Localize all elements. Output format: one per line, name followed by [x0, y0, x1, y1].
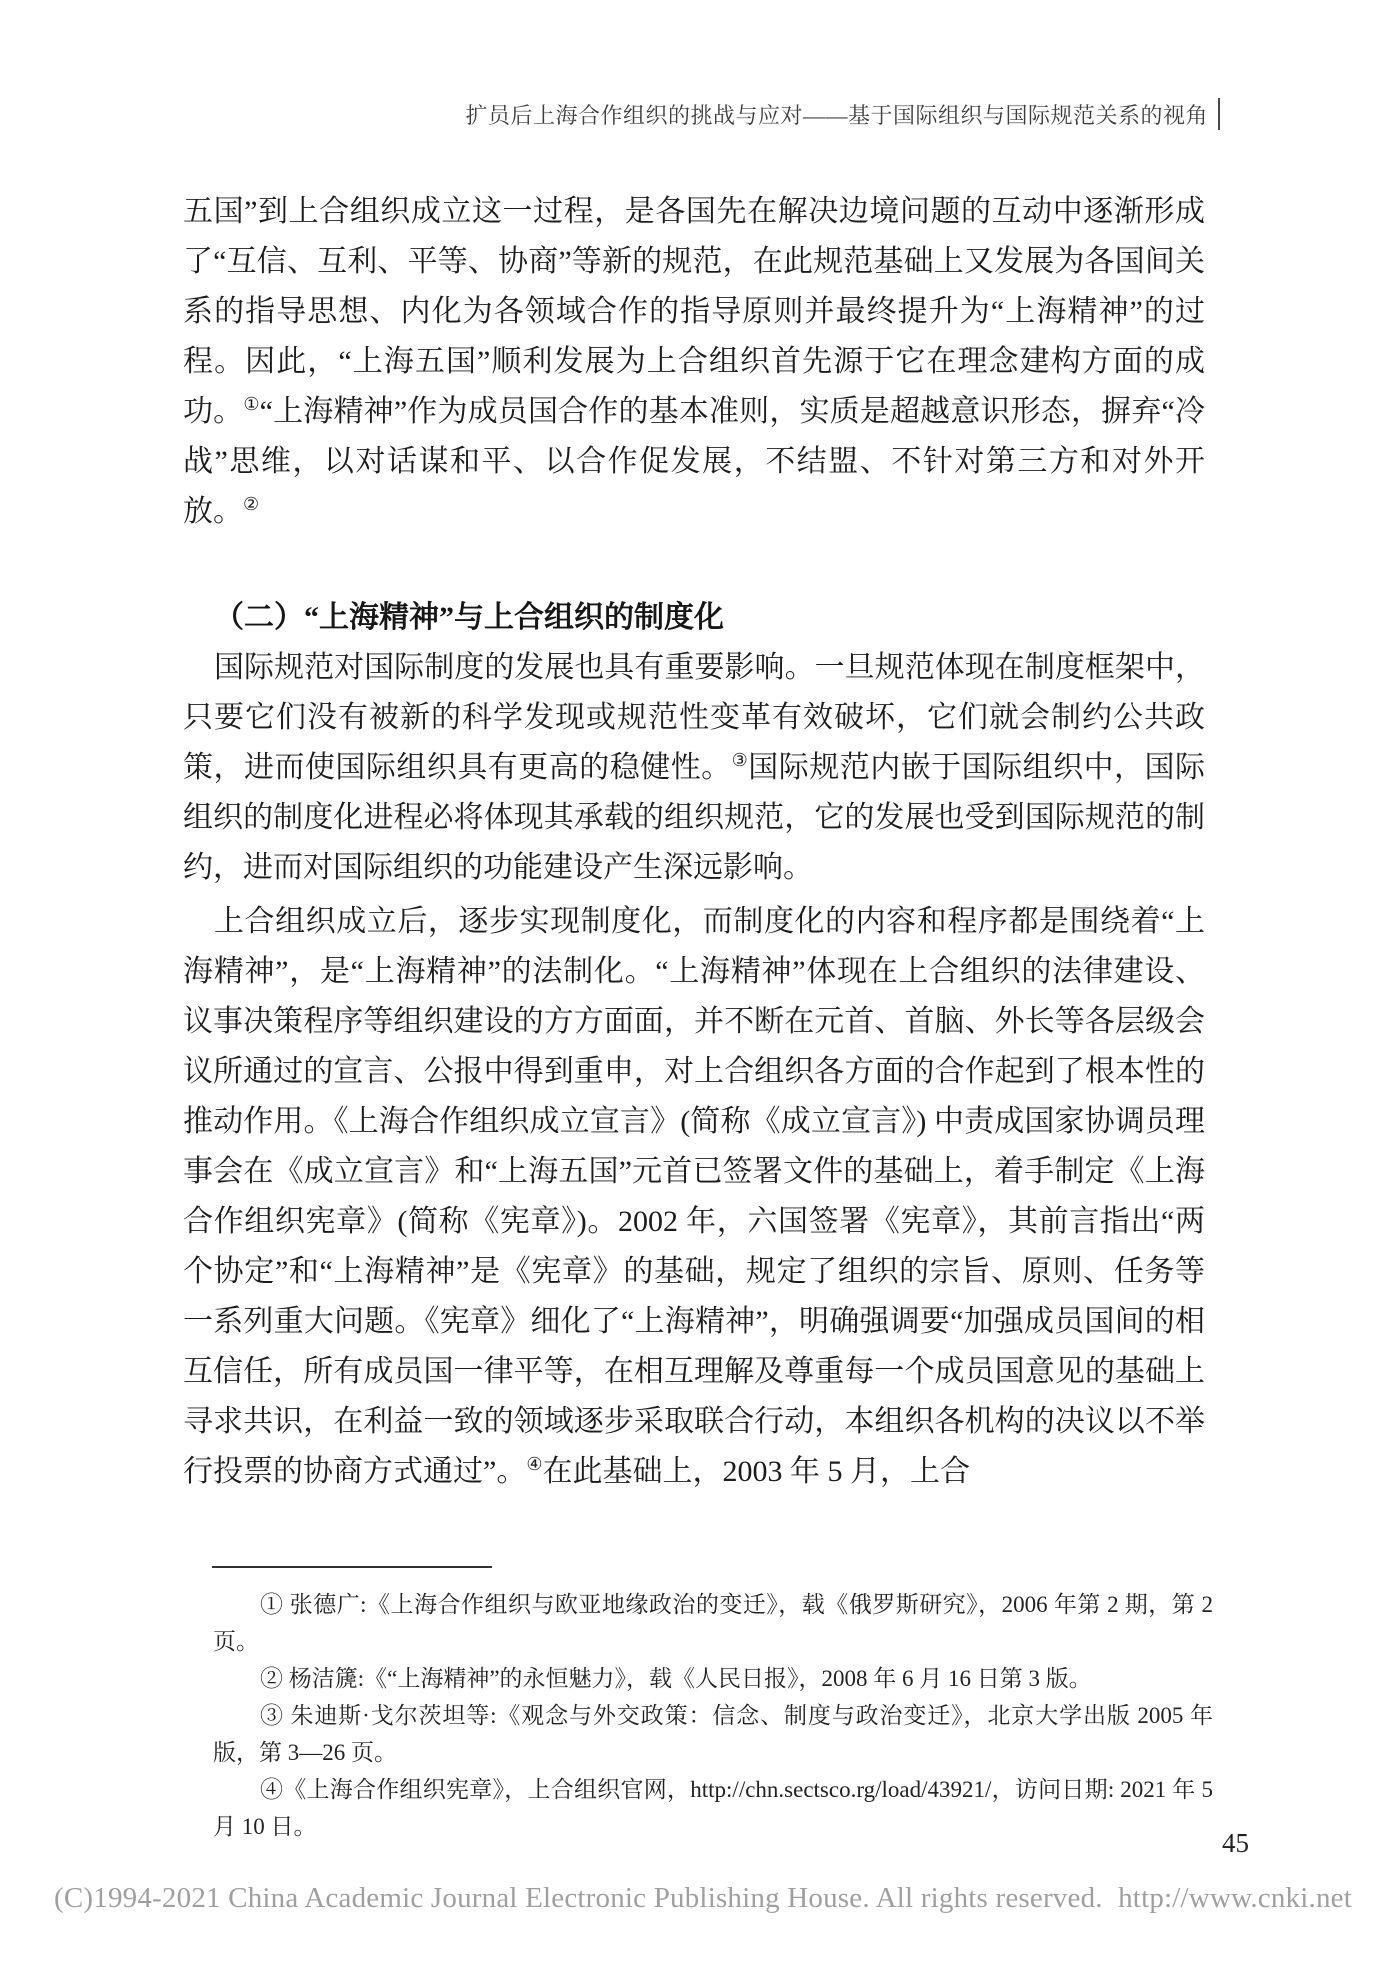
- footnote-ref-mark: ①: [243, 394, 260, 414]
- footnote-ref-mark: ③: [731, 750, 749, 770]
- running-title: 扩员后上海合作组织的挑战与应对——基于国际组织与国际规范关系的视角: [465, 102, 1208, 128]
- footnote-1: ① 张德广:《上海合作组织与欧亚地缘政治的变迁》，载《俄罗斯研究》，2006 年第 2 期，第 2 页。: [213, 1592, 1213, 1654]
- footnote-4: ④《上海合作组织宪章》，上合组织官网，http://chn.sectsco.rg/load/43921/，访问日期: 2021 年 5 月 10 日。: [213, 1777, 1213, 1839]
- running-header: [465, 98, 1220, 130]
- footnote-ref-mark: ④: [526, 1454, 543, 1474]
- page-number: 45: [1222, 1828, 1249, 1858]
- cnki-url: http://www.cnki.net: [1118, 1882, 1352, 1914]
- paragraph-norms-institutions: 国际规范对国际制度的发展也具有重要影响。一旦规范体现在制度框架中，只要它们没有被新的科学发现或规范性变革有效破坏，它们就会制约公共政策，进而使国际组织具有更高的稳健性。③国际规范内嵌于国际组织中，国际组织的制度化进程必将体现其承载的组织规范，它的发展也受到国际规范的制约，进而对国际组织的功能建设产生深远影响。: [183, 651, 1206, 884]
- footnote-divider-rule: [212, 1566, 492, 1568]
- paragraph-sco-institutionalization: 上合组织成立后，逐步实现制度化，而制度化的内容和程序都是围绕着“上海精神”，是“上海精神”的法制化。“上海精神”体现在上合组织的法律建设、议事决策程序等组织建设的方方面面，并不断在元首、首脑、外长等各层级会议所通过的宣言、公报中得到重申，对上合组织各方面的合作起到了根本性的推动作用。《上海合作组织成立宣言》(简称《成立宣言》) 中责成国家协调员理事会在《成立宣言》和“上海五国”元首已签署文件的基础上，着手制定《上海合作组织宪章》(简称《宪章》)。2002 年，六国签署《宪章》，其前言指出“两个协定”和“上海精神”是《宪章》的基础，规定了组织的宗旨、原则、任务等一系列重大问题。《宪章》细化了“上海精神”，明确强调要“加强成员国间的相互信任，所有成员国一律平等，在相互理解及尊重每一个成员国意见的基础上寻求共识，在利益一致的领域逐步采取联合行动，本组织各机构的决议以不举行投票的协商方式通过”。④在此基础上，2003 年 5 月，上合: [183, 905, 1205, 1488]
- copyright-footer: [54, 1882, 1352, 1915]
- paragraph-continuation: 五国”到上合组织成立这一过程，是各国先在解决边境问题的互动中逐渐形成了“互信、互利、平等、协商”等新的规范，在此规范基础上又发展为各国间关系的指导思想、内化为各领域合作的指导原则并最终提升为“上海精神”的过程。因此，“上海五国”顺利发展为上合组织首先源于它在理念建构方面的成功。①“上海精神”作为成员国合作的基本准则，实质是超越意识形态，摒弃“冷战”思维，以对话谋和平、以合作促发展，不结盟、不针对第三方和对外开放。②: [183, 195, 1206, 528]
- footnote-ref-mark: ②: [243, 494, 260, 514]
- section-heading: （二）“上海精神”与上合组织的制度化: [214, 601, 724, 634]
- header-divider-bar: [1218, 98, 1220, 130]
- footnote-3: ③ 朱迪斯·戈尔茨坦等:《观念与外交政策：信念、制度与政治变迁》，北京大学出版 2005 年版，第 3—26 页。: [213, 1703, 1213, 1765]
- footnotes-block: [213, 1566, 1213, 1845]
- article-body: [183, 187, 1205, 1497]
- copyright-text: (C)1994-2021 China Academic Journal Electronic Publishing House. All rights reserved.: [54, 1882, 1103, 1914]
- footnote-2: ② 杨洁篪:《“上海精神”的永恒魅力》，载《人民日报》，2008 年 6 月 16 日第 3 版。: [260, 1666, 1092, 1691]
